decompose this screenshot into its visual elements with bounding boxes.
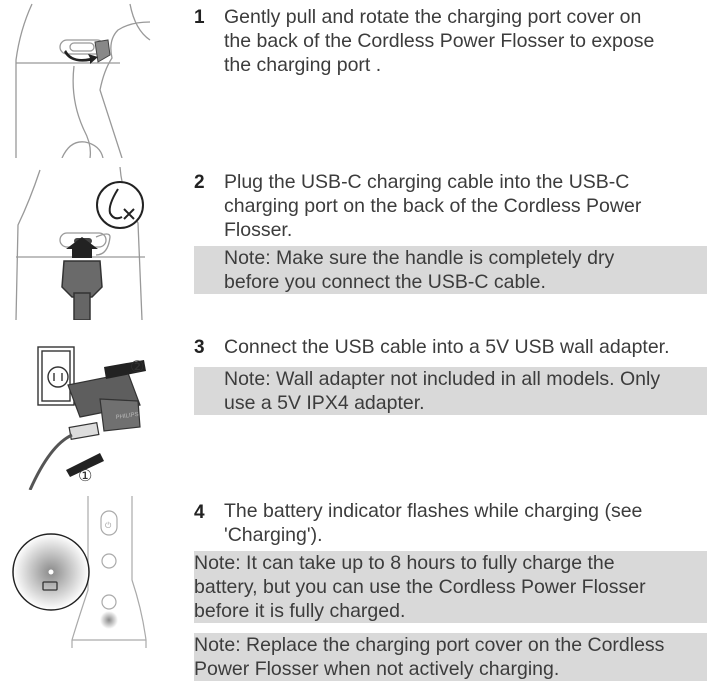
note-line: before it is fully charged. <box>194 600 406 622</box>
no-water-drop-icon <box>97 182 143 228</box>
text-line: Flosser. <box>224 219 293 241</box>
callout-2: ② <box>130 357 145 376</box>
note-line: Note: Wall adapter not included in all models. Only <box>224 368 661 390</box>
note-line: use a 5V IPX4 adapter. <box>224 392 425 414</box>
note-line: battery, but you can use the Cordless Power Flosser <box>194 576 646 598</box>
note-line: Note: Make sure the handle is completely dry <box>224 247 615 269</box>
text-line: Plug the USB-C charging cable into the USB-C <box>224 171 630 193</box>
step-number: 4 <box>194 502 205 523</box>
step-2-text <box>224 170 714 242</box>
step-1-illustration <box>0 0 180 158</box>
note-box <box>194 246 707 294</box>
note-box <box>194 633 707 681</box>
step-1-text <box>224 5 714 77</box>
step-3-illustration <box>0 325 180 490</box>
text-line: the charging port . <box>224 54 382 76</box>
text-line: the back of the Cordless Power Flosser to expose <box>224 30 655 52</box>
svg-text:PHILIPS: PHILIPS <box>115 411 140 421</box>
step-2-illustration <box>0 165 180 320</box>
note-box <box>194 551 707 623</box>
note-line: Note: Replace the charging port cover on the Cordless <box>194 634 665 656</box>
note-line: Power Flosser when not actively charging. <box>194 658 560 680</box>
text-line: 'Charging'). <box>224 524 323 546</box>
text-line: The battery indicator flashes while charging (see <box>224 500 643 522</box>
step-4-text <box>224 499 714 547</box>
text-line: charging port on the back of the Cordless Power <box>224 195 642 217</box>
svg-text:⏻: ⏻ <box>105 521 112 530</box>
note-line: before you connect the USB-C cable. <box>224 271 546 293</box>
callout-1: ① <box>78 466 93 485</box>
step-number: 3 <box>194 337 205 358</box>
step-3-text <box>224 335 714 359</box>
text-line: Gently pull and rotate the charging port cover on <box>224 6 642 28</box>
step-number: 1 <box>194 7 205 28</box>
step-number: 2 <box>194 172 205 193</box>
note-box <box>194 367 707 415</box>
note-line: Note: It can take up to 8 hours to fully charge the <box>194 552 615 574</box>
text-line: Connect the USB cable into a 5V USB wall adapter. <box>224 336 670 358</box>
step-4-illustration <box>0 490 180 660</box>
